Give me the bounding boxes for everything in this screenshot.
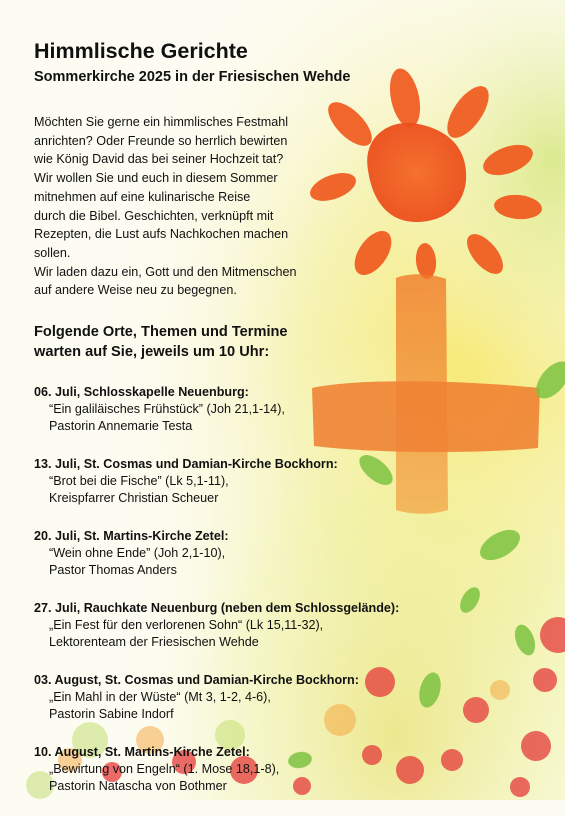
event-theme: „Ein Fest für den verlorenen Sohn“ (Lk 15,11-32), — [49, 618, 324, 633]
event-item — [34, 456, 454, 507]
intro-paragraph — [34, 113, 454, 300]
page-title: Himmlische Gerichte — [34, 39, 248, 63]
intro-line: anrichten? Oder Freunde so herrlich bewirten — [34, 133, 288, 148]
event-speaker: Pastorin Sabine Indorf — [49, 707, 174, 722]
flyer-content — [34, 38, 454, 816]
event-speaker: Pastorin Annemarie Testa — [49, 419, 193, 434]
event-item — [34, 672, 454, 723]
event-item — [34, 384, 454, 435]
event-theme: “Brot bei die Fische” (Lk 5,1-11), — [49, 474, 229, 489]
event-item — [34, 600, 454, 651]
event-theme: “Ein galiläisches Frühstück” (Joh 21,1-14), — [49, 402, 285, 417]
intro-line: durch die Bibel. Geschichten, verknüpft mit — [34, 208, 274, 223]
event-theme: „Ein Mahl in der Wüste“ (Mt 3, 1-2, 4-6), — [49, 690, 271, 705]
event-speaker: Pastorin Natascha von Bothmer — [49, 779, 227, 794]
event-date-place: 13. Juli, St. Cosmas und Damian-Kirche Bockhorn: — [34, 457, 338, 472]
event-list — [34, 384, 454, 795]
intro-line: Möchten Sie gerne ein himmlisches Festmahl — [34, 115, 289, 129]
event-date-place: 27. Juli, Rauchkate Neuenburg (neben dem Schlossgelände): — [34, 601, 400, 616]
event-date-place: 10. August, St. Martins-Kirche Zetel: — [34, 745, 250, 760]
intro-line: wie König David das bei seiner Hochzeit tat? — [34, 152, 284, 167]
intro-line: mitnehmen auf eine kulinarische Reise — [34, 189, 251, 204]
schedule-heading-line: warten auf Sie, jeweils um 10 Uhr: — [34, 344, 270, 361]
intro-line: auf andere Weise neu zu begegnen. — [34, 283, 237, 298]
event-speaker: Lektorenteam der Friesischen Wehde — [49, 635, 259, 650]
event-speaker: Pastor Thomas Anders — [49, 563, 177, 578]
event-item — [34, 744, 454, 795]
intro-line: Wir wollen Sie und euch in diesem Sommer — [34, 171, 278, 186]
event-speaker: Kreispfarrer Christian Scheuer — [49, 491, 219, 506]
intro-line: sollen. — [34, 245, 71, 260]
intro-line: Wir laden dazu ein, Gott und den Mitmenschen — [34, 264, 297, 279]
event-date-place: 03. August, St. Cosmas und Damian-Kirche Bockhorn: — [34, 673, 359, 688]
schedule-heading — [34, 322, 454, 362]
event-item — [34, 528, 454, 579]
event-date-place: 06. Juli, Schlosskapelle Neuenburg: — [34, 385, 249, 400]
intro-line: Rezepten, die Lust aufs Nachkochen machen — [34, 227, 289, 242]
event-date-place: 20. Juli, St. Martins-Kirche Zetel: — [34, 529, 229, 544]
schedule-heading-line: Folgende Orte, Themen und Termine — [34, 324, 288, 341]
event-theme: „Bewirtung von Engeln“ (1. Mose 18,1-8), — [49, 762, 280, 777]
page-subtitle: Sommerkirche 2025 in der Friesischen Wehde — [34, 69, 351, 85]
event-theme: “Wein ohne Ende” (Joh 2,1-10), — [49, 546, 226, 561]
